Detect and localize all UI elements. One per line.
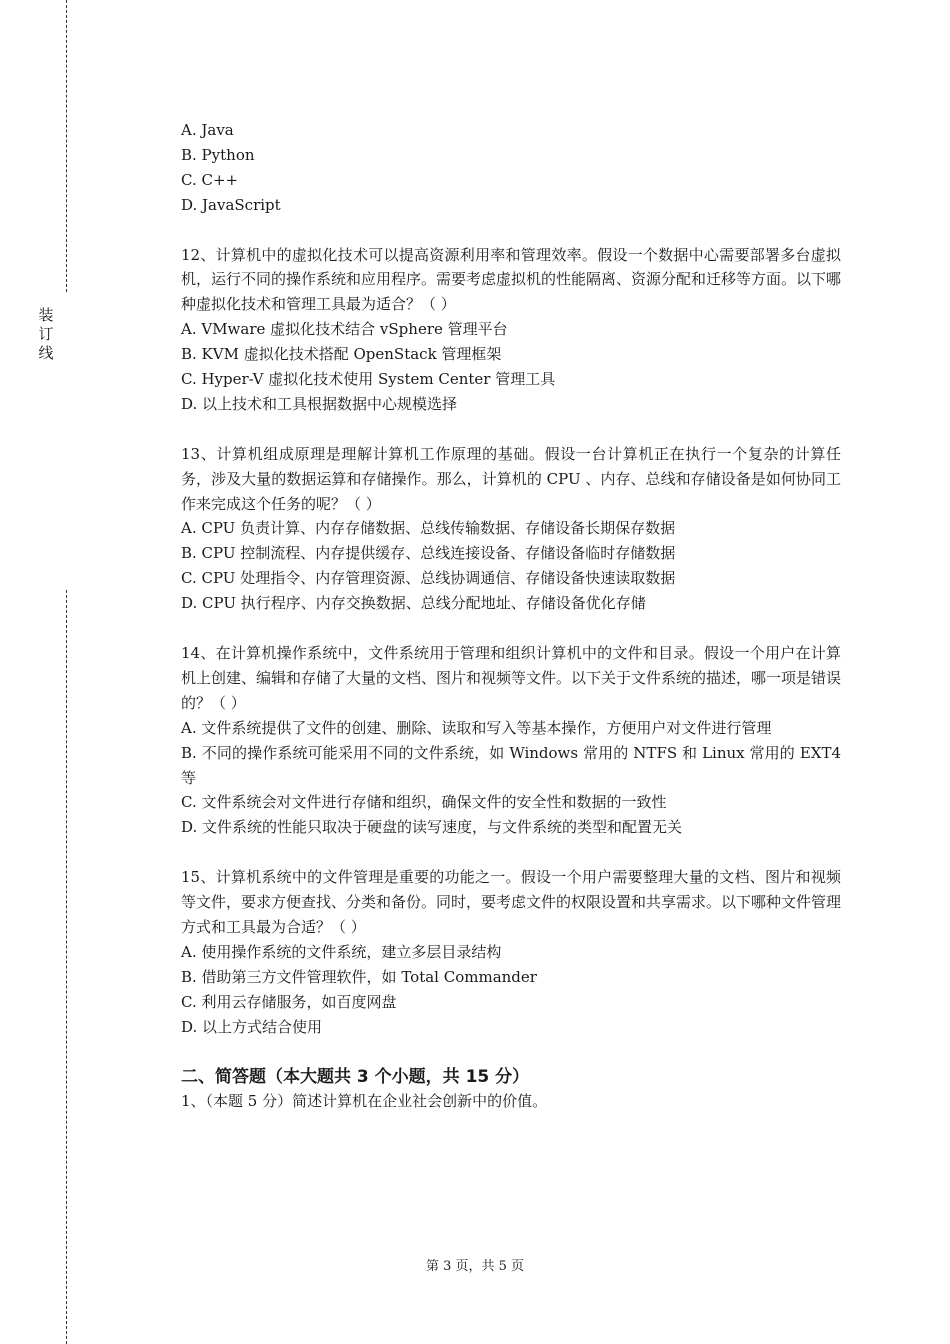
short-answer-question-1: 1、（本题 5 分）简述计算机在企业社会创新中的价值。 bbox=[181, 1092, 548, 1111]
binding-line-top bbox=[66, 0, 67, 292]
option-c: C. 文件系统会对文件进行存储和组织，确保文件的安全性和数据的一致性 bbox=[181, 793, 667, 812]
question-13 bbox=[181, 442, 841, 616]
option-d: D. CPU 执行程序、内存交换数据、总线分配地址、存储设备优化存储 bbox=[181, 594, 646, 613]
option-c: C. CPU 处理指令、内存管理资源、总线协调通信、存储设备快速读取数据 bbox=[181, 569, 676, 588]
section-title: 二、简答题（本大题共 3 个小题，共 15 分） bbox=[181, 1067, 530, 1088]
option-b: B. CPU 控制流程、内存提供缓存、总线连接设备、存储设备临时存储数据 bbox=[181, 544, 676, 563]
option-d: D. 以上方式结合使用 bbox=[181, 1017, 323, 1036]
question-14 bbox=[181, 641, 841, 840]
option-a: A. CPU 负责计算、内存存储数据、总线传输数据、存储设备长期保存数据 bbox=[181, 519, 676, 538]
option-a: A. VMware 虚拟化技术结合 vSphere 管理平台 bbox=[181, 320, 508, 339]
question-text: 14、在计算机操作系统中，文件系统用于管理和组织计算机中的文件和目录。假设一个用户在计算机上创建、编辑和存储了大量的文档、图片和视频等文件。以下关于文件系统的描述，哪一项是错误的？（ ） bbox=[181, 643, 842, 712]
option-a: A. Java bbox=[181, 121, 234, 139]
option-b: B. Python bbox=[181, 145, 255, 164]
option-a: A. 文件系统提供了文件的创建、删除、读取和写入等基本操作，方便用户对文件进行管理 bbox=[181, 718, 772, 737]
question-text: 13、计算机组成原理是理解计算机工作原理的基础。假设一台计算机正在执行一个复杂的计算任务，涉及大量的数据运算和存储操作。那么，计算机的 CPU 、内存、总线和存储设备是如何协同工作来完成这个任务的呢？（ ） bbox=[181, 444, 841, 513]
binding-label: 装订线 bbox=[38, 306, 54, 362]
option-d: D. 以上技术和工具根据数据中心规模选择 bbox=[181, 394, 458, 413]
option-b: B. KVM 虚拟化技术搭配 OpenStack 管理框架 bbox=[181, 345, 502, 364]
page-footer: 第 3 页，共 5 页 bbox=[425, 1259, 525, 1274]
option-c: C. Hyper-V 虚拟化技术使用 System Center 管理工具 bbox=[181, 370, 556, 389]
question-11-options bbox=[181, 118, 841, 218]
option-b: B. 不同的操作系统可能采用不同的文件系统，如 Windows 常用的 NTFS 和 Linux 常用的 EXT4 等 bbox=[181, 743, 841, 787]
question-15 bbox=[181, 865, 841, 1039]
question-text: 12、计算机中的虚拟化技术可以提高资源利用率和管理效率。假设一个数据中心需要部署多台虚拟机，运行不同的操作系统和应用程序。需要考虑虚拟机的性能隔离、资源分配和迁移等方面。以下哪种虚拟化技术和管理工具最为适合？（ ） bbox=[181, 245, 842, 314]
option-d: D. JavaScript bbox=[181, 195, 281, 214]
question-12 bbox=[181, 243, 841, 417]
option-a: A. 使用操作系统的文件系统，建立多层目录结构 bbox=[181, 942, 502, 961]
option-d: D. 文件系统的性能只取决于硬盘的读写速度，与文件系统的类型和配置无关 bbox=[181, 818, 683, 837]
page-content bbox=[181, 118, 841, 1114]
option-b: B. 借助第三方文件管理软件，如 Total Commander bbox=[181, 967, 537, 986]
option-c: C. 利用云存储服务，如百度网盘 bbox=[181, 992, 397, 1011]
binding-line-bottom bbox=[66, 590, 67, 1344]
option-c: C. C++ bbox=[181, 170, 239, 189]
question-text: 15、计算机系统中的文件管理是重要的功能之一。假设一个用户需要整理大量的文档、图片和视频等文件，要求方便查找、分类和备份。同时，要考虑文件的权限设置和共享需求。以下哪种文件管理方式和工具最为合适？（ ） bbox=[181, 868, 842, 936]
